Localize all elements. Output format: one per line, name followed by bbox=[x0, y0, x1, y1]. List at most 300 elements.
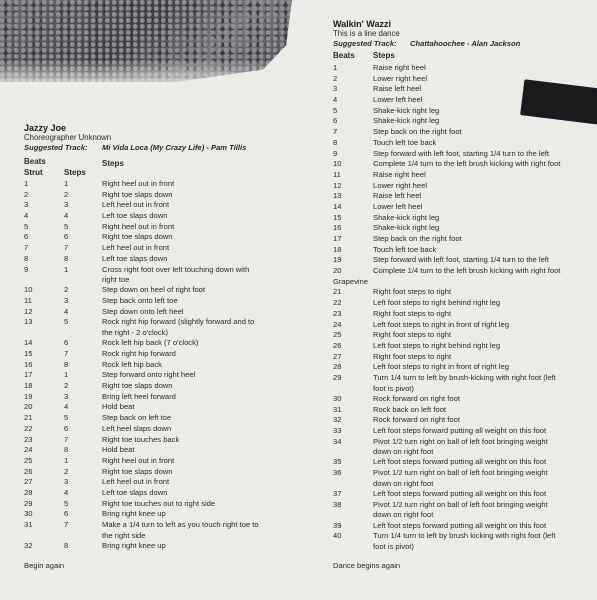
step-line: Bring left heel forward bbox=[102, 391, 176, 401]
table-row bbox=[333, 245, 595, 256]
step-line: down on right foot bbox=[373, 447, 434, 457]
step-description bbox=[102, 435, 179, 446]
step-number: 3 bbox=[64, 296, 69, 306]
step-line: Step back on the right foot bbox=[373, 234, 462, 243]
step-description bbox=[102, 424, 171, 435]
table-row bbox=[333, 341, 595, 352]
step-description bbox=[102, 232, 173, 243]
header-beats: Beats bbox=[24, 157, 46, 166]
step-description bbox=[373, 159, 560, 170]
table-row bbox=[333, 426, 595, 437]
track-label: Suggested Track: bbox=[333, 39, 397, 48]
step-description bbox=[373, 531, 555, 552]
step-number: 8 bbox=[64, 445, 69, 455]
table-header bbox=[24, 157, 304, 179]
step-line: Lower right heel bbox=[373, 180, 428, 190]
step-line: Rock left hip back bbox=[102, 359, 162, 369]
footer-note: Begin again bbox=[24, 560, 65, 570]
beat-number: 16 bbox=[333, 223, 342, 233]
table-row bbox=[333, 266, 595, 277]
table-row bbox=[333, 84, 595, 95]
step-number: 6 bbox=[64, 232, 69, 242]
table-row bbox=[333, 489, 595, 500]
table-row bbox=[333, 223, 595, 234]
table-row bbox=[24, 296, 304, 307]
step-line: Shake-kick right leg bbox=[373, 105, 440, 115]
step-number: 2 bbox=[64, 285, 69, 295]
beat-number: 35 bbox=[333, 457, 342, 467]
step-line: Touch left toe back bbox=[373, 244, 437, 254]
dance-title: Walkin' Wazzi bbox=[333, 19, 391, 29]
beat-number: 11 bbox=[333, 169, 341, 179]
strut-number: 29 bbox=[24, 498, 33, 508]
table-row bbox=[333, 159, 595, 170]
step-description bbox=[102, 200, 169, 211]
table-row bbox=[333, 234, 595, 245]
beat-number: 38 bbox=[333, 499, 342, 509]
step-line: right toe bbox=[102, 275, 130, 285]
beat-number: 28 bbox=[333, 362, 342, 372]
table-row bbox=[24, 424, 304, 435]
step-line: Step back on the right foot bbox=[373, 127, 462, 137]
table-header bbox=[333, 51, 595, 63]
step-description bbox=[102, 360, 162, 371]
step-description bbox=[373, 127, 462, 138]
beat-number: 17 bbox=[333, 234, 342, 243]
step-description bbox=[373, 202, 422, 213]
step-description bbox=[102, 211, 167, 222]
step-line: Right foot steps to right bbox=[373, 287, 452, 297]
step-number: 7 bbox=[64, 243, 69, 253]
step-line: Left foot steps forward putting all weight on this foot bbox=[373, 520, 547, 530]
step-line: Left foot steps to right in front of right leg bbox=[373, 319, 509, 329]
table-row bbox=[333, 521, 595, 532]
step-number: 8 bbox=[64, 540, 69, 550]
step-number: 2 bbox=[64, 466, 69, 476]
step-description bbox=[373, 116, 439, 127]
table-row bbox=[333, 149, 595, 160]
table-row bbox=[24, 285, 304, 296]
choreographer: Choreographer Unknown bbox=[24, 133, 112, 142]
step-number: 1 bbox=[64, 264, 69, 274]
step-description bbox=[102, 413, 171, 424]
step-line: Cross right foot over left touching down with bbox=[102, 264, 250, 274]
table-row bbox=[333, 138, 595, 149]
step-description bbox=[102, 402, 135, 413]
table-row bbox=[333, 106, 595, 117]
step-description bbox=[102, 349, 176, 360]
beat-number: 7 bbox=[333, 127, 338, 137]
strut-number: 26 bbox=[24, 466, 33, 476]
step-description bbox=[102, 190, 173, 201]
step-description bbox=[102, 467, 173, 478]
step-line: Raise left heel bbox=[373, 84, 422, 94]
step-line: Right foot steps to right bbox=[373, 351, 452, 361]
step-description bbox=[102, 392, 176, 403]
step-line: Left heel slaps down bbox=[102, 423, 172, 433]
step-description bbox=[373, 468, 548, 489]
step-line: Left toe slaps down bbox=[102, 253, 168, 263]
step-line: Step forward with left foot, starting 1/4 turn to the left bbox=[373, 148, 550, 158]
track-value: Mi Vida Loca (My Crazy Life) - Pam Tillis bbox=[102, 143, 247, 152]
step-line: Right heel out in front bbox=[102, 455, 175, 465]
step-line: Rock left hip back (7 o'clock) bbox=[102, 338, 199, 348]
table-row bbox=[24, 243, 304, 254]
strut-number: 21 bbox=[24, 413, 33, 423]
table-row bbox=[24, 265, 304, 286]
suggested-track bbox=[333, 39, 595, 48]
step-description bbox=[373, 330, 451, 341]
table-row bbox=[333, 287, 595, 298]
step-line: Step down onto left heel bbox=[102, 306, 184, 316]
step-description bbox=[373, 457, 546, 468]
table-row bbox=[24, 254, 304, 265]
step-description bbox=[102, 307, 183, 318]
step-list bbox=[333, 63, 595, 277]
beat-number: 15 bbox=[333, 212, 342, 222]
step-line: Pivot 1/2 turn right on ball of left foot bringing weight bbox=[373, 436, 548, 446]
table-row bbox=[24, 541, 304, 552]
step-description bbox=[373, 362, 509, 373]
table-row bbox=[24, 381, 304, 392]
step-description bbox=[373, 170, 426, 181]
step-description bbox=[373, 521, 546, 532]
step-description bbox=[373, 138, 436, 149]
strut-number: 18 bbox=[24, 381, 33, 391]
table-row bbox=[333, 415, 595, 426]
step-description bbox=[373, 500, 548, 521]
table-row bbox=[333, 405, 595, 416]
table-row bbox=[333, 330, 595, 341]
header-beats: Beats bbox=[333, 51, 355, 60]
table-row bbox=[333, 309, 595, 320]
beat-number: 4 bbox=[333, 95, 338, 105]
step-description bbox=[102, 243, 169, 254]
beat-number: 32 bbox=[333, 415, 342, 425]
step-line: Rock right hip forward (slightly forward and to bbox=[102, 317, 255, 327]
step-line: Step forward with left foot, starting 1/4 turn to the left bbox=[373, 255, 550, 265]
beat-number: 9 bbox=[333, 148, 338, 158]
step-line: Step back on left toe bbox=[102, 413, 172, 423]
beat-number: 29 bbox=[333, 372, 342, 382]
step-number: 4 bbox=[64, 306, 69, 316]
step-line: Right toe slaps down bbox=[102, 232, 173, 242]
step-line: Step forward onto right heel bbox=[102, 370, 196, 380]
table-row bbox=[333, 500, 595, 521]
step-description bbox=[373, 341, 500, 352]
step-line: Hold beat bbox=[102, 445, 135, 455]
header-steps: Steps bbox=[373, 51, 395, 60]
step-description bbox=[373, 234, 462, 245]
step-line: Pivot 1/2 turn right on ball of left foot bringing weight bbox=[373, 499, 548, 509]
step-description bbox=[373, 74, 427, 85]
step-line: Left heel out in front bbox=[102, 243, 170, 253]
table-row bbox=[333, 362, 595, 373]
strut-number: 9 bbox=[24, 264, 29, 274]
step-description bbox=[373, 223, 439, 234]
strut-number: 24 bbox=[24, 445, 33, 455]
step-line: Left foot steps to right behind right leg bbox=[373, 340, 501, 350]
beat-number: 19 bbox=[333, 255, 342, 265]
step-description bbox=[373, 373, 556, 394]
table-row bbox=[333, 181, 595, 192]
step-description bbox=[373, 181, 427, 192]
strut-number: 12 bbox=[24, 306, 33, 316]
step-number: 8 bbox=[64, 359, 69, 369]
step-description bbox=[102, 456, 174, 467]
step-line: Touch left toe back bbox=[373, 137, 437, 147]
step-line: down on right foot bbox=[373, 478, 434, 488]
step-description bbox=[373, 245, 436, 256]
step-line: Left toe slaps down bbox=[102, 487, 168, 497]
step-list-grapevine bbox=[333, 287, 595, 552]
step-line: Lower left heel bbox=[373, 201, 423, 211]
step-line: Hold beat bbox=[102, 402, 135, 412]
step-number: 6 bbox=[64, 338, 69, 348]
step-line: Step back onto left toe bbox=[102, 296, 178, 306]
step-line: Rock forward on right foot bbox=[373, 415, 460, 425]
header-steps: Steps bbox=[102, 159, 124, 168]
beat-number: 39 bbox=[333, 520, 342, 530]
step-number: 1 bbox=[64, 179, 69, 188]
step-description bbox=[373, 213, 439, 224]
step-number: 7 bbox=[64, 349, 69, 359]
step-description bbox=[373, 106, 439, 117]
step-description bbox=[102, 488, 167, 499]
step-line: Right toe slaps down bbox=[102, 381, 173, 391]
step-list bbox=[24, 179, 304, 552]
step-description bbox=[373, 255, 549, 266]
step-description bbox=[102, 296, 178, 307]
step-number: 7 bbox=[64, 520, 69, 530]
step-description bbox=[373, 437, 548, 458]
step-number: 5 bbox=[64, 498, 69, 508]
step-line: foot is pivot) bbox=[373, 383, 414, 393]
beat-number: 3 bbox=[333, 84, 338, 94]
table-row bbox=[24, 488, 304, 499]
step-line: Lower left heel bbox=[373, 95, 423, 105]
strut-number: 23 bbox=[24, 434, 33, 444]
step-line: Right foot steps to right bbox=[373, 330, 452, 340]
header-steps-col: Steps bbox=[64, 168, 86, 177]
beat-number: 24 bbox=[333, 319, 342, 329]
table-row bbox=[24, 307, 304, 318]
table-row bbox=[333, 457, 595, 468]
table-row bbox=[333, 298, 595, 309]
step-line: Rock back on left foot bbox=[373, 404, 447, 414]
track-label: Suggested Track: bbox=[24, 143, 88, 152]
walkin-wazzi-section bbox=[333, 19, 595, 570]
table-row bbox=[333, 437, 595, 458]
beat-number: 5 bbox=[333, 105, 338, 115]
step-line: Left foot steps to right in front of right leg bbox=[373, 362, 509, 372]
step-line: Right toe touches out to right side bbox=[102, 498, 216, 508]
beat-number: 37 bbox=[333, 489, 342, 499]
strut-number: 30 bbox=[24, 509, 33, 519]
step-line: Shake-kick right leg bbox=[373, 212, 440, 222]
table-row bbox=[24, 349, 304, 360]
step-description bbox=[373, 95, 422, 106]
step-line: foot is pivot) bbox=[373, 542, 414, 552]
beat-number: 6 bbox=[333, 116, 338, 126]
step-line: Step down on heel of right foot bbox=[102, 285, 206, 295]
step-line: Right toe slaps down bbox=[102, 466, 173, 476]
step-description bbox=[102, 445, 135, 456]
step-line: down on right foot bbox=[373, 510, 434, 520]
step-line: Rock forward on right foot bbox=[373, 393, 460, 403]
step-number: 5 bbox=[64, 413, 69, 423]
beat-number: 30 bbox=[333, 393, 342, 403]
header-strut: Strut bbox=[24, 168, 43, 177]
table-row bbox=[24, 200, 304, 211]
step-line: the right side bbox=[102, 530, 146, 540]
step-number: 3 bbox=[64, 391, 69, 401]
beat-number: 13 bbox=[333, 191, 342, 201]
beat-number: 26 bbox=[333, 340, 342, 350]
strut-number: 1 bbox=[24, 179, 29, 188]
table-row bbox=[24, 190, 304, 201]
step-line: Right toe slaps down bbox=[102, 189, 173, 199]
table-row bbox=[24, 520, 304, 541]
step-line: Raise right heel bbox=[373, 169, 426, 179]
step-description bbox=[102, 381, 173, 392]
beat-number: 21 bbox=[333, 287, 342, 297]
beat-number: 8 bbox=[333, 137, 338, 147]
strut-number: 19 bbox=[24, 391, 33, 401]
beat-number: 1 bbox=[333, 63, 338, 72]
table-row bbox=[24, 509, 304, 520]
step-number: 2 bbox=[64, 189, 69, 199]
strut-number: 15 bbox=[24, 349, 33, 359]
beat-number: 31 bbox=[333, 404, 342, 414]
table-row bbox=[333, 468, 595, 489]
step-description bbox=[102, 338, 198, 349]
step-line: Right heel out in front bbox=[102, 221, 175, 231]
beat-number: 23 bbox=[333, 308, 342, 318]
step-description bbox=[102, 477, 169, 488]
table-row bbox=[333, 352, 595, 363]
step-line: Complete 1/4 turn to the left brush kicking with right foot bbox=[373, 266, 561, 276]
strut-number: 31 bbox=[24, 520, 33, 530]
step-number: 5 bbox=[64, 221, 69, 231]
step-description bbox=[373, 405, 446, 416]
step-number: 2 bbox=[64, 381, 69, 391]
step-line: Left toe slaps down bbox=[102, 211, 168, 221]
grapevine-label: Grapevine bbox=[333, 276, 369, 286]
table-row bbox=[24, 179, 304, 190]
step-line: Left foot steps forward putting all weight on this foot bbox=[373, 489, 547, 499]
step-number: 4 bbox=[64, 211, 69, 221]
step-number: 1 bbox=[64, 455, 69, 465]
step-line: Right heel out in front bbox=[102, 179, 175, 188]
strut-number: 14 bbox=[24, 338, 33, 348]
track-value: Chattahoochee - Alan Jackson bbox=[410, 39, 521, 48]
table-row bbox=[24, 456, 304, 467]
step-description bbox=[102, 285, 205, 296]
table-row bbox=[24, 413, 304, 424]
step-line: Lower right heel bbox=[373, 73, 428, 83]
step-description bbox=[373, 191, 421, 202]
step-number: 8 bbox=[64, 253, 69, 263]
step-line: Shake-kick right leg bbox=[373, 223, 440, 233]
table-row bbox=[333, 127, 595, 138]
table-row bbox=[333, 170, 595, 181]
table-row bbox=[24, 467, 304, 478]
beat-number: 18 bbox=[333, 244, 342, 254]
step-description bbox=[373, 320, 509, 331]
strut-number: 7 bbox=[24, 243, 29, 253]
table-row bbox=[333, 213, 595, 224]
beat-number: 12 bbox=[333, 180, 342, 190]
step-number: 5 bbox=[64, 317, 69, 327]
step-line: Right toe touches back bbox=[102, 434, 180, 444]
table-row bbox=[333, 320, 595, 331]
step-line: Raise left heel bbox=[373, 191, 422, 201]
step-description bbox=[102, 370, 195, 381]
step-description bbox=[102, 265, 249, 286]
step-description bbox=[373, 426, 546, 437]
strut-number: 8 bbox=[24, 253, 29, 263]
strut-number: 11 bbox=[24, 296, 32, 306]
step-description bbox=[102, 179, 174, 190]
strut-number: 20 bbox=[24, 402, 33, 412]
beat-number: 40 bbox=[333, 531, 342, 541]
dance-title: Jazzy Joe bbox=[24, 123, 67, 133]
strut-number: 4 bbox=[24, 211, 29, 221]
table-row bbox=[333, 202, 595, 213]
step-line: Left heel out in front bbox=[102, 477, 170, 487]
step-line: Left foot steps forward putting all weight on this foot bbox=[373, 457, 547, 467]
step-line: Right foot steps to right bbox=[373, 308, 452, 318]
step-line: Pivot 1/2 turn right on ball of left foot bringing weight bbox=[373, 468, 548, 478]
table-row bbox=[333, 191, 595, 202]
strut-number: 2 bbox=[24, 189, 29, 199]
step-description bbox=[102, 222, 174, 233]
step-number: 6 bbox=[64, 509, 69, 519]
table-row bbox=[333, 531, 595, 552]
beat-number: 10 bbox=[333, 159, 342, 169]
step-description bbox=[102, 520, 259, 541]
beat-number: 33 bbox=[333, 425, 342, 435]
beat-number: 34 bbox=[333, 436, 342, 446]
step-line: Rock right hip forward bbox=[102, 349, 176, 359]
step-line: Left foot steps forward putting all weight on this foot bbox=[373, 425, 547, 435]
footer-note: Dance begins again bbox=[333, 561, 401, 571]
table-row bbox=[333, 255, 595, 266]
table-row bbox=[24, 477, 304, 488]
table-row bbox=[24, 370, 304, 381]
table-row bbox=[24, 211, 304, 222]
table-row bbox=[333, 95, 595, 106]
step-line: Bring right knee up bbox=[102, 540, 166, 550]
step-line: the right - 2 o'clock) bbox=[102, 328, 169, 338]
table-row bbox=[333, 373, 595, 394]
strut-number: 27 bbox=[24, 477, 33, 487]
step-line: Raise right heel bbox=[373, 63, 426, 72]
step-description bbox=[373, 309, 451, 320]
step-line: Left heel out in front bbox=[102, 200, 170, 210]
step-number: 3 bbox=[64, 477, 69, 487]
beat-number: 36 bbox=[333, 468, 342, 478]
table-row bbox=[24, 360, 304, 371]
beat-number: 14 bbox=[333, 201, 342, 211]
step-number: 6 bbox=[64, 423, 69, 433]
strut-number: 22 bbox=[24, 423, 33, 433]
step-description bbox=[102, 499, 215, 510]
table-row bbox=[24, 232, 304, 243]
table-row bbox=[24, 392, 304, 403]
jazzy-joe-section bbox=[24, 123, 304, 570]
